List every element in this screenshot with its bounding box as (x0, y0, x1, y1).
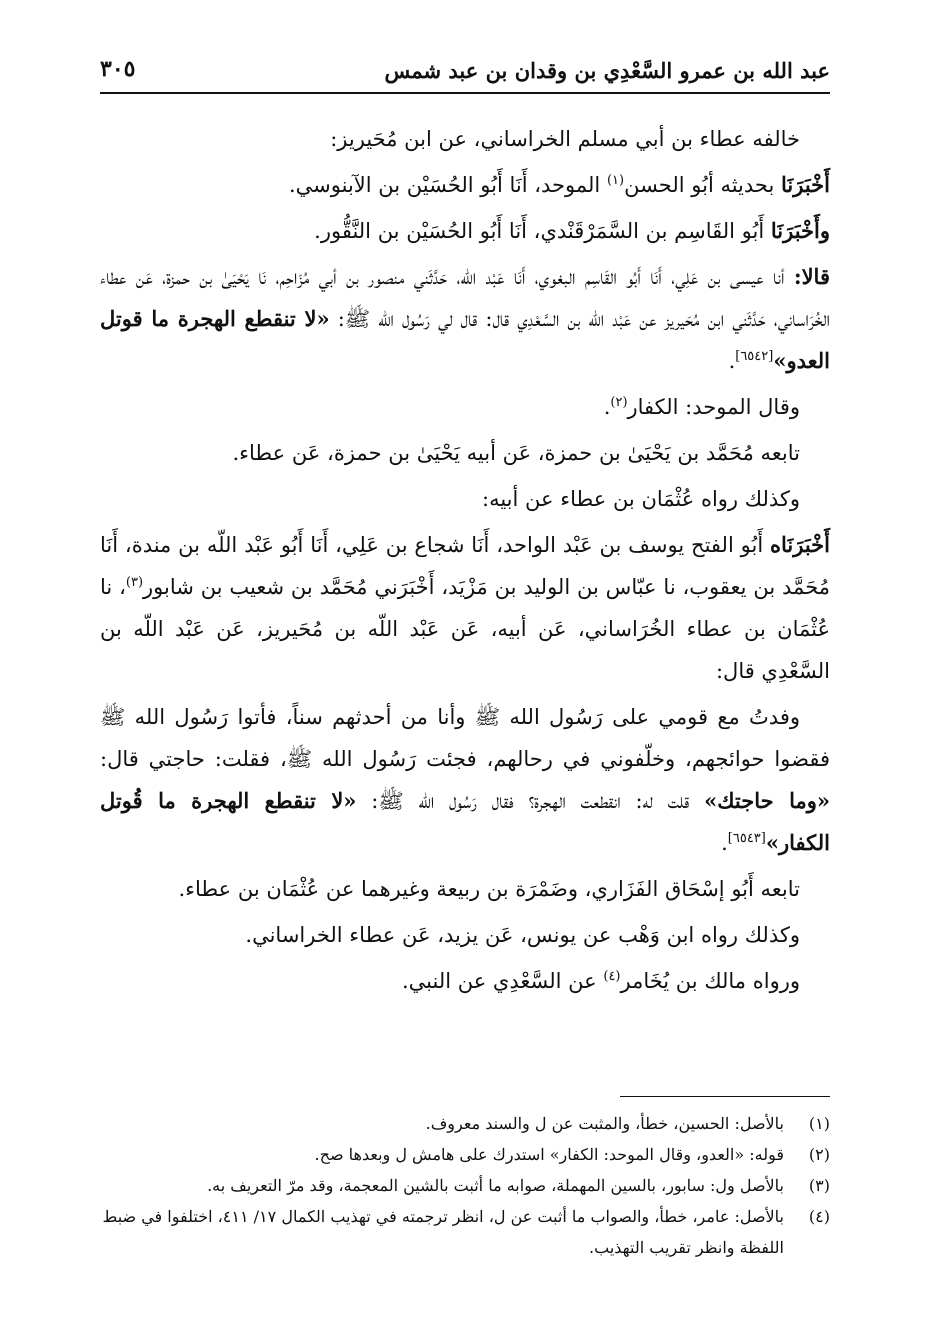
paragraph: أَخْبَرَنَا بحديثه أبُو الحسن$^{(١)}$ الموحد، أَنَا أَبُو الحُسَيْن بن الآبنوسي. (288, 172, 830, 197)
footnote-divider (620, 1096, 830, 1097)
footnotes (100, 1108, 830, 1263)
footnote: (٢) قوله: «العدو، وقال الموحد: الكفار» استدرك على هامش ل وبعدها صح. (314, 1145, 830, 1164)
running-title: عبد الله بن عمرو السَّعْدِي بن وقدان بن عبد شمس (384, 58, 830, 83)
paragraph: خالفه عطاء بن أبي مسلم الخراساني، عن ابن مُحَيريز: (330, 127, 800, 151)
main-text (100, 118, 830, 1006)
paragraph: أَخْبَرَنَاه أَبُو الفتح يوسف بن عَبْد الواحد، أَنَا شجاع بن عَلِي، أَنَا أَبُو عَبْد اللّه بن مندة، أَنَا مُحَمَّد بن يعقوب، نا عبّاس بن الوليد بن مَزْيَد، أَخْبَرَني مُحَمَّد بن شعيب بن شابور$^{(٣)}$، نا عُثْمَان بن عطاء الخُرَاساني، عَن أبيه، عَن عَبْد اللّه بن مُحَيريز، عَن عَبْد اللّه بن السَّعْدِي قال: (100, 532, 830, 683)
paragraph: تابعه مُحَمَّد بن يَحْيَىٰ بن حمزة، عَن أبيه يَحْيَىٰ بن حمزة، عَن عطاء. (232, 441, 800, 465)
paragraph: وقال الموحد: الكفار$^{(٢)}$. (603, 395, 800, 419)
paragraph: ورواه مالك بن يُخَامر$^{(٤)}$ عن السَّعْدِي عن النبي. (401, 969, 800, 993)
paragraph: وأَخْبَرَنَا أَبُو القَاسِم بن السَّمَرْقَنْدي، أَنَا أَبُو الحُسَيْن بن النَّقُّور. (314, 218, 830, 243)
paragraph: تابعه أَبُو إسْحَاق الفَزَاري، وضَمْرَة بن ربيعة وغيرهما عن عُثْمَان بن عطاء. (178, 877, 800, 901)
footnote: (٣) بالأصل ول: سابور، بالسين المهملة، صوابه ما أثبت بالشين المعجمة، وقد مرّ التعريف به. (207, 1176, 830, 1195)
paragraph: وكذلك رواه عُثْمَان بن عطاء عن أبيه: (482, 487, 800, 511)
page-number: ٣٠٥ (100, 56, 136, 82)
paragraph: قالا: أنا عيسى بن عَلِي، أَنَا أَبُو القَاسِم البغوي، أَنَا عَبْد اللّه، حَدَّثَني منصور بن أبي مُزَاحِم، نَا يَحْيَىٰ بن حمزة، عَن عطاء الخُرَاساني، حَدَّثَني ابن مُحَيريز عن عَبْد اللّه بن السَّعْدِي قال: قال لي رَسُول الله ﷺ: «لا تنقطع الهجرة ما قوتل العدو»[٦٥٤٢]. (100, 264, 830, 373)
page-header (100, 52, 830, 94)
footnote: (٤) بالأصل: عامر، خطأ، والصواب ما أثبت عن ل، انظر ترجمته في تهذيب الكمال ١٧/ ٤١١، اختلفوا في ضبط اللفظة وانظر تقريب التهذيب. (102, 1207, 830, 1257)
footnote: (١) بالأصل: الحسين، خطأ، والمثبت عن ل والسند معروف. (425, 1114, 830, 1133)
paragraph: وكذلك رواه ابن وَهْب عن يونس، عَن يزيد، عَن عطاء الخراساني. (245, 923, 800, 947)
paragraph: وفدتُ مع قومي على رَسُول الله ﷺ وأنا من أحدثهم سناً، فأتوا رَسُول الله ﷺ فقضوا حوائجهم، وخلّفوني في رحالهم، فجئت رَسُول الله ﷺ، فقلت: حاجتي قال: «وما حاجتك» قلت له: انقطعت الهجرة؟ فقال رَسُول الله ﷺ: «لا تنقطع الهجرة ما قُوتل الكفار»[٦٥٤٣]. (100, 705, 830, 855)
